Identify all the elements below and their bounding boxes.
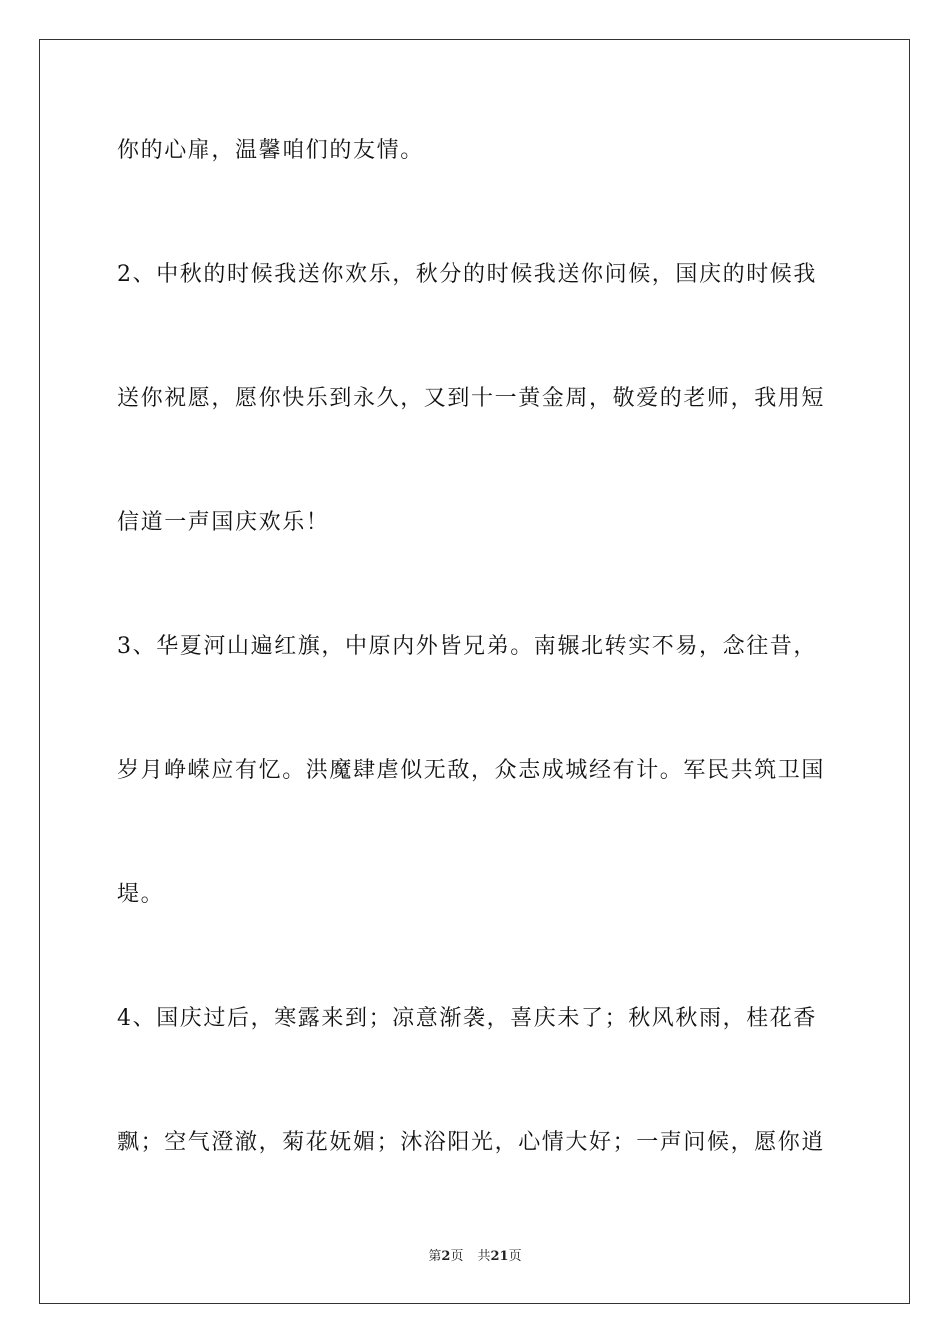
page-footer bbox=[0, 1248, 950, 1266]
page-number: 2 bbox=[441, 1249, 451, 1264]
text-line: 3、华夏河山遍红旗，中原内外皆兄弟。南辗北转实不易，念往昔， bbox=[117, 634, 817, 659]
text-line: 送你祝愿，愿你快乐到永久，又到十一黄金周，敬爱的老师，我用短 bbox=[117, 386, 826, 411]
page-label-prefix: 第 bbox=[428, 1249, 442, 1264]
text-line: 信道一声国庆欢乐！ bbox=[117, 510, 330, 535]
text-line: 2、中秋的时候我送你欢乐，秋分的时候我送你问候，国庆的时候我 bbox=[117, 262, 817, 287]
text-line: 堤。 bbox=[117, 882, 165, 907]
page-label-suffix: 页 bbox=[450, 1249, 464, 1264]
text-line: 你的心扉，温馨咱们的友情。 bbox=[117, 138, 424, 163]
text-line: 岁月峥嵘应有忆。洪魔肆虐似无敌，众志成城经有计。军民共筑卫国 bbox=[117, 758, 826, 783]
total-pages: 21 bbox=[490, 1249, 509, 1264]
total-label-suffix: 页 bbox=[508, 1249, 522, 1264]
total-label-prefix: 共 bbox=[477, 1249, 491, 1264]
text-line: 飘；空气澄澈，菊花妩媚；沐浴阳光，心情大好；一声问候，愿你逍 bbox=[117, 1130, 826, 1155]
text-line: 4、国庆过后，寒露来到；凉意渐袭，喜庆未了；秋风秋雨，桂花香 bbox=[117, 1006, 817, 1031]
page-border bbox=[39, 39, 910, 1304]
